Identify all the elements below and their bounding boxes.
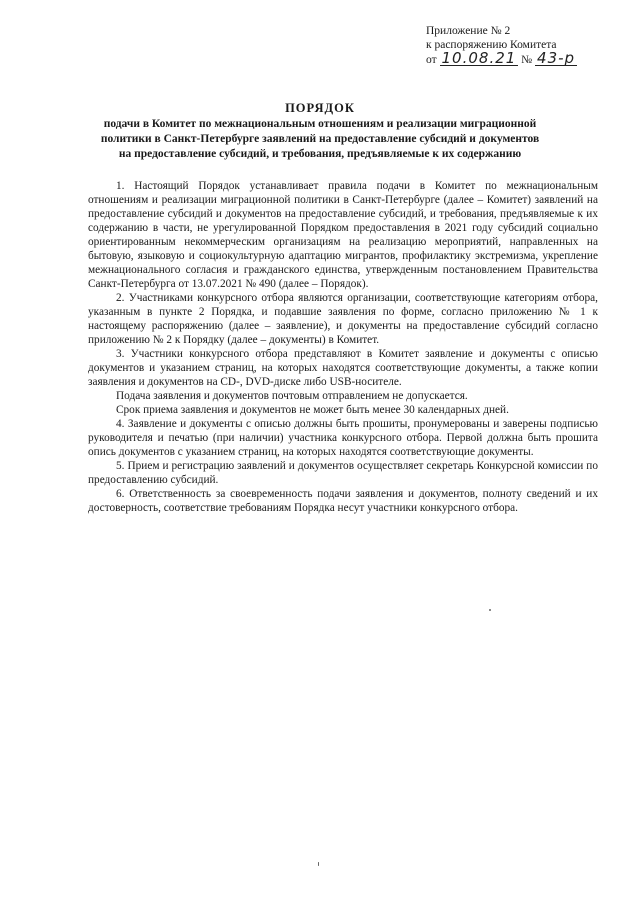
- paragraph-3-mail-note: Подача заявления и документов почтовым отправлением не допускается.: [116, 390, 468, 402]
- scan-speck: [489, 609, 491, 611]
- paragraph-6: 6. Ответственность за своевременность подачи заявления и документов, полноту сведений и их достоверность, соответствие требованиям Порядка несут участники конкурсного отбора.: [88, 488, 598, 514]
- handwritten-number: 43-р: [537, 49, 576, 67]
- scan-speck: [318, 862, 319, 866]
- paragraph-5: 5. Прием и регистрацию заявлений и документов осуществляет секретарь Конкурсной комиссии по предоставлению субсидий.: [88, 460, 598, 486]
- document-subtitle: подачи в Комитет по межнациональным отношениям и реализации миграционной политики в Санкт-Петербурге заявлений на предоставление субсидий и документов на предоставление субсидий, и требования, предъявляемые к их содержанию: [100, 118, 540, 160]
- paragraph-2: 2. Участниками конкурсного отбора являются организации, соответствующие категориям отбора, указанным в пункте 2 Порядка, и подавшие заявления по форме, согласно приложению № 1 к настоящему распоряжению (далее – заявление), и документы на предоставление субсидий согласно приложению № 2 к Порядку (далее – документы) в Комитет.: [88, 292, 598, 346]
- date-prefix: от: [426, 54, 437, 66]
- paragraph-4: 4. Заявление и документы с описью должны быть прошиты, пронумерованы и заверены подписью руководителя и печатью (при наличии) участника конкурсного отбора. Первой должна быть прошита опись документов с указанием страниц, на которых находятся соответствующие документы.: [88, 418, 598, 458]
- annex-header: [426, 24, 577, 67]
- paragraph-3-deadline: Срок приема заявления и документов не может быть менее 30 календарных дней.: [116, 404, 509, 416]
- annex-reference: к распоряжению Комитета: [426, 39, 557, 51]
- paragraph-3: 3. Участники конкурсного отбора представляют в Комитет заявление и документы с описью документов и указанием страниц, на которых находятся соответствующие документы, а также копии заявления и документов на CD-, DVD-диске либо USB-носителе.: [88, 348, 598, 388]
- document-body: [88, 179, 598, 515]
- handwritten-date: 10.08.21: [441, 49, 517, 67]
- annex-number: Приложение № 2: [426, 25, 511, 37]
- paragraph-1: 1. Настоящий Порядок устанавливает правила подачи в Комитет по межнациональным отношениям и реализации миграционной политики в Санкт-Петербурге (далее – Комитет) заявлений на предоставление субсидий и документов на предоставление субсидий, и требования, предъявляемые к их содержанию в части, не урегулированной Порядком предоставления в 2021 году субсидий социально ориентированным некоммерческим организациям на реализацию мероприятий, направленных на бытовую, языковую и социокультурную адаптацию мигрантов, профилактику экстремизма, укрепление межнационального согласия и гражданского единства, утвержденным постановлением Правительства Санкт-Петербурга от 13.07.2021 № 490 (далее – Порядок).: [88, 180, 598, 290]
- number-prefix: №: [521, 54, 533, 66]
- document-title: ПОРЯДОК: [285, 101, 355, 115]
- annex-date-line: [426, 49, 577, 67]
